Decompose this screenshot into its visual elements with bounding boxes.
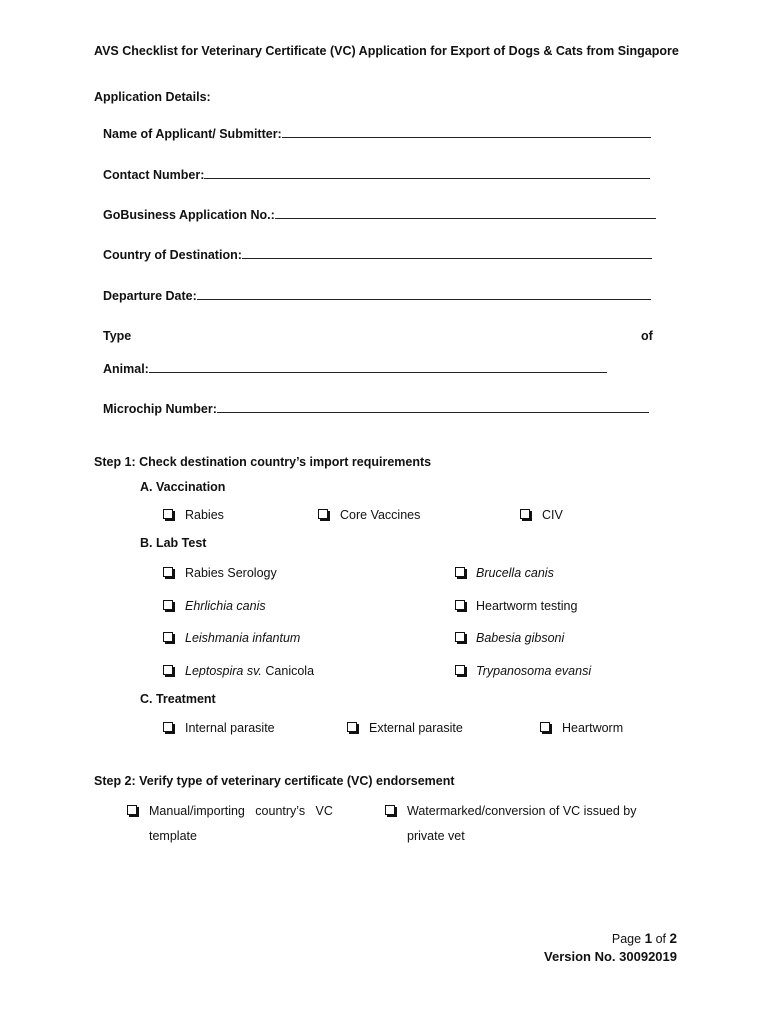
manual-template-checkbox[interactable] <box>127 805 137 815</box>
watermarked-label-line1: Watermarked/conversion of VC issued by <box>407 804 637 818</box>
rabies-label: Rabies <box>185 508 224 522</box>
brucella-checkbox[interactable] <box>455 567 465 577</box>
contact-number-field[interactable] <box>204 168 650 179</box>
heartworm-testing-checkbox[interactable] <box>455 600 465 610</box>
ehrlichia-label: Ehrlichia canis <box>185 599 266 613</box>
step2-heading: Step 2: Verify type of veterinary certificate (VC) endorsement <box>94 774 455 788</box>
departure-label: Departure Date: <box>103 289 197 303</box>
contact-number-row <box>103 168 650 182</box>
brucella-label: Brucella canis <box>476 566 554 580</box>
leptospira-checkbox[interactable] <box>163 665 173 675</box>
ehrlichia-checkbox[interactable] <box>163 600 173 610</box>
external-parasite-label: External parasite <box>369 721 463 735</box>
leptospira-label <box>185 664 314 678</box>
microchip-label: Microchip Number: <box>103 402 217 416</box>
animal-row <box>103 362 607 376</box>
core-vaccines-checkbox[interactable] <box>318 509 328 519</box>
civ-label: CIV <box>542 508 563 522</box>
watermarked-checkbox[interactable] <box>385 805 395 815</box>
treatment-heading: C. Treatment <box>140 692 216 706</box>
internal-parasite-checkbox[interactable] <box>163 722 173 732</box>
country-field[interactable] <box>242 248 652 259</box>
page-number <box>612 931 677 946</box>
gobusiness-label: GoBusiness Application No.: <box>103 208 275 222</box>
applicant-name-field[interactable] <box>282 127 651 138</box>
babesia-checkbox[interactable] <box>455 632 465 642</box>
vaccination-heading: A. Vaccination <box>140 480 226 494</box>
microchip-field[interactable] <box>217 402 649 413</box>
page-of: of <box>655 932 666 946</box>
document-title: AVS Checklist for Veterinary Certificate (VC) Application for Export of Dogs & Cats from Singapore <box>94 44 679 58</box>
departure-row <box>103 289 651 303</box>
gobusiness-field[interactable] <box>275 208 656 219</box>
page-current: 1 <box>644 931 653 946</box>
lab-test-heading: B. Lab Test <box>140 536 207 550</box>
departure-field[interactable] <box>197 289 651 300</box>
trypanosoma-checkbox[interactable] <box>455 665 465 675</box>
canicola-name: Canicola <box>265 664 315 678</box>
applicant-name-row <box>103 127 651 141</box>
page-prefix: Page <box>611 932 642 946</box>
trypanosoma-label: Trypanosoma evansi <box>476 664 592 678</box>
leptospira-name: Leptospira sv. <box>185 664 262 678</box>
applicant-name-label: Name of Applicant/ Submitter: <box>103 127 282 141</box>
step1-heading: Step 1: Check destination country’s import requirements <box>94 455 432 469</box>
page-total: 2 <box>669 931 677 946</box>
country-row <box>103 248 652 262</box>
version-number: Version No. 30092019 <box>544 949 677 964</box>
heartworm-testing-label: Heartworm testing <box>476 599 578 613</box>
country-label: Country of Destination: <box>103 248 242 262</box>
animal-field[interactable] <box>149 362 607 373</box>
watermarked-label-line2: private vet <box>407 829 465 843</box>
internal-parasite-label: Internal parasite <box>185 721 275 735</box>
type-label: Type <box>103 329 132 343</box>
heartworm-label: Heartworm <box>562 721 624 735</box>
leishmania-label: Leishmania infantum <box>185 631 301 645</box>
core-vaccines-label: Core Vaccines <box>340 508 421 522</box>
manual-template-label-line1: Manual/importing country’s VC <box>149 804 333 818</box>
contact-number-label: Contact Number: <box>103 168 205 182</box>
rabies-serology-checkbox[interactable] <box>163 567 173 577</box>
application-details-heading: Application Details: <box>94 90 211 104</box>
animal-label: Animal: <box>103 362 149 376</box>
external-parasite-checkbox[interactable] <box>347 722 357 732</box>
civ-checkbox[interactable] <box>520 509 530 519</box>
leishmania-checkbox[interactable] <box>163 632 173 642</box>
manual-template-label-line2: template <box>149 829 197 843</box>
rabies-checkbox[interactable] <box>163 509 173 519</box>
heartworm-checkbox[interactable] <box>540 722 550 732</box>
gobusiness-row <box>103 208 656 222</box>
rabies-serology-label: Rabies Serology <box>185 566 277 580</box>
babesia-label: Babesia gibsoni <box>476 631 565 645</box>
microchip-row <box>103 402 649 416</box>
of-label: of <box>641 329 653 343</box>
